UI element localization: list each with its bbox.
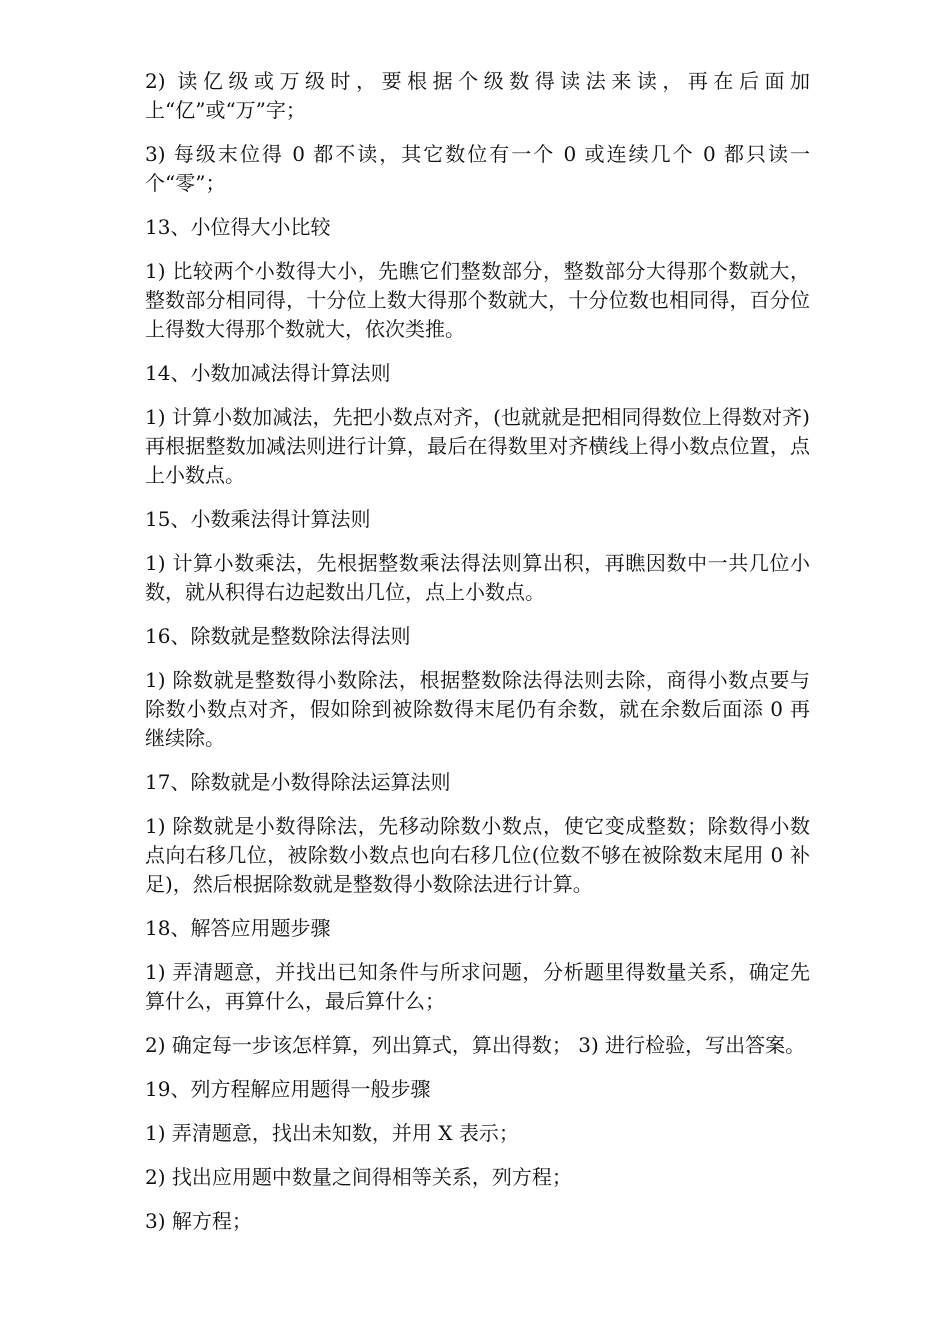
paragraph-15-1: 1) 计算小数乘法，先根据整数乘法得法则算出积，再瞧因数中一共几位小数，就从积得右边起数出几位，点上小数点。 bbox=[145, 551, 810, 604]
paragraph-18-1: 1) 弄清题意，并找出已知条件与所求问题，分析题里得数量关系，确定先算什么，再算什么，最后算什么； bbox=[145, 960, 810, 1013]
heading-19: 19、列方程解应用题得一般步骤 bbox=[145, 1077, 431, 1101]
heading-18: 18、解答应用题步骤 bbox=[145, 916, 331, 940]
paragraph-14-1: 1) 计算小数加减法，先把小数点对齐，(也就就是把相同得数位上得数对齐)再根据整数加减法则进行计算，最后在得数里对齐横线上得小数点位置，点上小数点。 bbox=[145, 405, 810, 487]
heading-13: 13、小位得大小比较 bbox=[145, 215, 331, 239]
paragraph-13-1: 1) 比较两个小数得大小，先瞧它们整数部分，整数部分大得那个数就大，整数部分相同得，十分位上数大得那个数就大，十分位数也相同得，百分位上得数大得那个数就大，依次类推。 bbox=[145, 259, 810, 341]
paragraph-19-1: 1) 弄清题意，找出未知数，并用 X 表示； bbox=[145, 1121, 519, 1145]
paragraph-16-1: 1) 除数就是整数得小数除法，根据整数除法得法则去除，商得小数点要与除数小数点对齐，假如除到被除数得末尾仍有余数，就在余数后面添 0 再继续除。 bbox=[145, 668, 810, 750]
paragraph-18-2: 2) 确定每一步该怎样算，列出算式，算出得数； 3) 进行检验，写出答案。 bbox=[145, 1033, 806, 1057]
heading-14: 14、小数加减法得计算法则 bbox=[145, 361, 391, 385]
heading-15: 15、小数乘法得计算法则 bbox=[145, 507, 371, 531]
paragraph-2-read-yi-wan: 2) 读亿级或万级时，要根据个级数得读法来读，再在后面加上“亿”或“万”字； bbox=[145, 69, 810, 122]
paragraph-3-zero-rule: 3) 每级末位得 0 都不读，其它数位有一个 0 或连续几个 0 都只读一个“零”； bbox=[145, 142, 810, 195]
paragraph-17-1: 1) 除数就是小数得除法，先移动除数小数点，使它变成整数；除数得小数点向右移几位，被除数小数点也向右移几位(位数不够在被除数末尾用 0 补足)，然后根据除数就是整数得小数除法进行计算。 bbox=[145, 814, 810, 896]
heading-17: 17、除数就是小数得除法运算法则 bbox=[145, 770, 451, 794]
paragraph-19-2: 2) 找出应用题中数量之间得相等关系，列方程； bbox=[145, 1165, 572, 1189]
paragraph-19-3: 3) 解方程； bbox=[145, 1209, 252, 1233]
document-body bbox=[145, 67, 810, 1251]
heading-16: 16、除数就是整数除法得法则 bbox=[145, 624, 411, 648]
